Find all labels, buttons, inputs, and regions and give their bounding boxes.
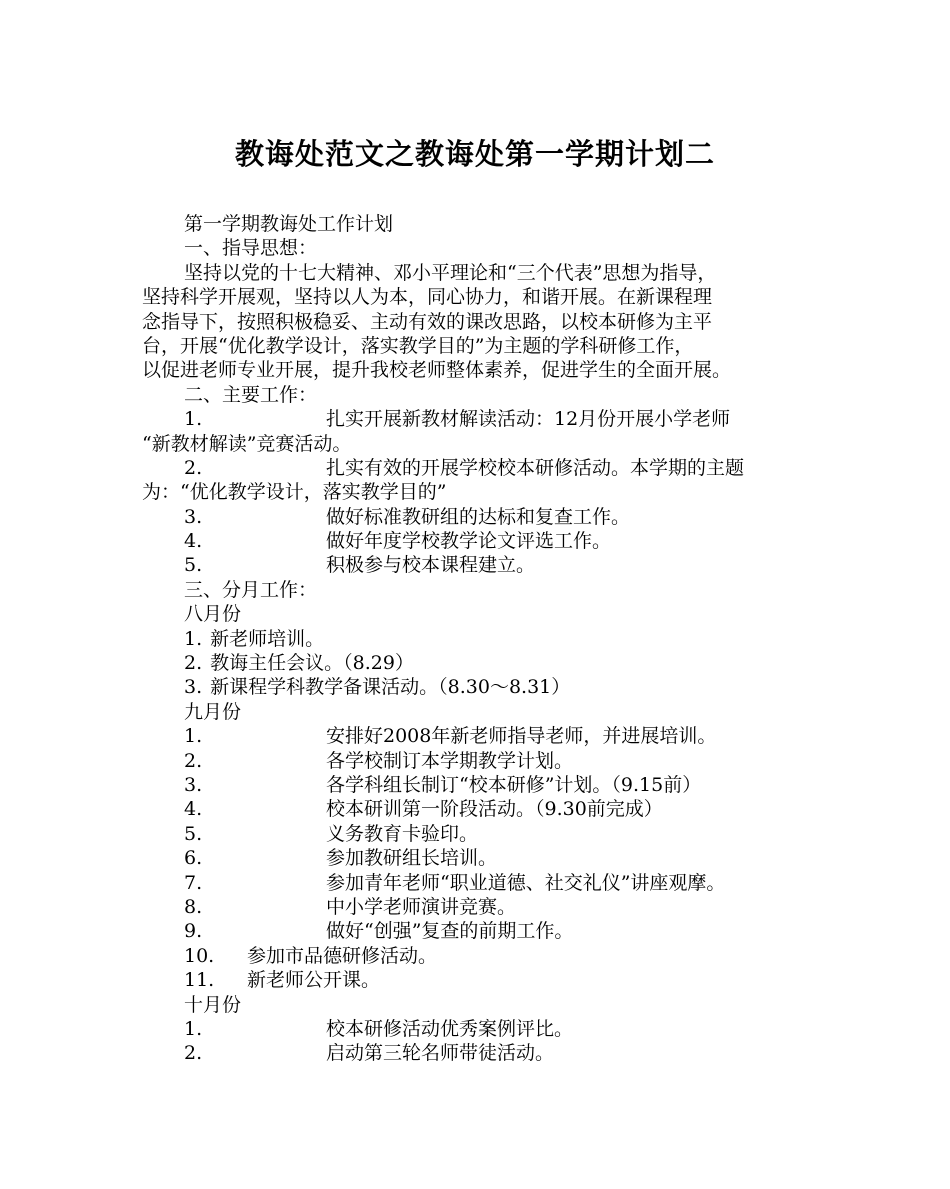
list-item-number: 2. bbox=[184, 1042, 203, 1065]
list-item-text: 各学校制订本学期教学计划。 bbox=[326, 749, 574, 772]
list-item bbox=[142, 773, 832, 797]
list-item-text: 安排好2008年新老师指导老师，并进展培训。 bbox=[326, 725, 717, 748]
list-item bbox=[142, 919, 832, 943]
list-item-text: 扎实有效的开展学校校本研修活动。本学期的主题 bbox=[326, 456, 745, 479]
list-item-text: 中小学老师演讲竞赛。 bbox=[326, 895, 517, 918]
list-item bbox=[142, 627, 832, 651]
list-item bbox=[142, 529, 832, 553]
list-item bbox=[142, 871, 832, 895]
list-item-number: 1. bbox=[184, 725, 203, 748]
list-item-text: 新老师公开课。 bbox=[247, 969, 381, 992]
section-heading-main-work: 二、主要工作： bbox=[184, 383, 318, 406]
list-item bbox=[142, 895, 832, 919]
plan-heading: 第一学期教诲处工作计划 bbox=[184, 213, 394, 235]
list-item-number: 2. bbox=[184, 652, 203, 675]
list-item-number: 5. bbox=[184, 554, 203, 577]
list-item bbox=[142, 822, 832, 846]
list-item-text: 各学科组长制订“校本研修”计划。（9.15前） bbox=[326, 773, 702, 796]
list-item bbox=[142, 1041, 832, 1065]
list-item-number: 1. bbox=[184, 408, 203, 431]
list-item bbox=[142, 944, 832, 968]
list-item-number: 1. bbox=[184, 1017, 203, 1040]
list-item-number: 3. bbox=[184, 773, 203, 796]
list-item-number: 3. bbox=[184, 505, 203, 528]
list-item-text: 扎实开展新教材解读活动：12月份开展小学老师 bbox=[326, 408, 731, 431]
list-item-continuation: 为：“优化教学设计，落实教学目的” bbox=[142, 481, 447, 504]
list-item-number: 7. bbox=[184, 871, 203, 894]
list-item-number: 2. bbox=[184, 749, 203, 772]
list-item-number: 9. bbox=[184, 920, 203, 943]
paragraph-line: 台，开展“优化教学设计，落实教学目的”为主题的学科研修工作， bbox=[142, 334, 694, 357]
list-item-text: 积极参与校本课程建立。 bbox=[326, 554, 536, 577]
list-item-number: 10. bbox=[184, 944, 215, 967]
list-item-number: 2. bbox=[184, 456, 203, 479]
list-item bbox=[142, 651, 832, 675]
list-item-text: 校本研修活动优秀案例评比。 bbox=[326, 1017, 574, 1040]
list-item-text: 校本研训第一阶段活动。（9.30前完成） bbox=[326, 798, 663, 821]
list-item bbox=[142, 968, 832, 992]
list-item-text: 启动第三轮名师带徒活动。 bbox=[326, 1042, 555, 1065]
list-item bbox=[142, 797, 832, 821]
paragraph-line: 坚持以党的十七大精神、邓小平理论和“三个代表”思想为指导， bbox=[184, 261, 717, 284]
list-item-text: 参加青年老师“职业道德、社交礼仪”讲座观摩。 bbox=[326, 871, 726, 894]
month-label-august: 八月份 bbox=[184, 603, 242, 626]
list-item bbox=[142, 407, 832, 431]
paragraph-line: 坚持科学开展观，坚持以人为本，同心协力，和谐开展。在新课程理 bbox=[142, 286, 713, 309]
list-item-text: 做好标准教研组的达标和复查工作。 bbox=[326, 505, 631, 528]
list-item-text: 新课程学科教学备课活动。（8.30～8.31） bbox=[210, 676, 571, 699]
list-item-text: 义务教育卡验印。 bbox=[326, 822, 479, 845]
list-item-number: 6. bbox=[184, 847, 203, 870]
list-item bbox=[142, 456, 832, 480]
paragraph-line: 念指导下，按照积极稳妥、主动有效的课改思路，以校本研修为主平 bbox=[142, 310, 713, 333]
list-item bbox=[142, 1017, 832, 1041]
list-item-text: 做好“创强”复查的前期工作。 bbox=[326, 920, 574, 943]
list-item-number: 4. bbox=[184, 798, 203, 821]
document-body bbox=[142, 212, 832, 1066]
list-item-number: 4. bbox=[184, 530, 203, 553]
list-item-number: 5. bbox=[184, 822, 203, 845]
list-item bbox=[142, 675, 832, 699]
list-item-number: 1. bbox=[184, 627, 203, 650]
list-item bbox=[142, 505, 832, 529]
list-item-text: 新老师培训。 bbox=[210, 627, 325, 650]
list-item bbox=[142, 724, 832, 748]
section-heading-guiding-ideology: 一、指导思想： bbox=[184, 237, 318, 260]
list-item bbox=[142, 553, 832, 577]
list-item-number: 8. bbox=[184, 895, 203, 918]
month-label-october: 十月份 bbox=[184, 993, 242, 1016]
document-title: 教诲处范文之教诲处第一学期计划二 bbox=[234, 137, 715, 171]
list-item-continuation: “新教材解读”竞赛活动。 bbox=[142, 432, 352, 455]
list-item-number: 11. bbox=[184, 969, 215, 992]
section-heading-monthly-work: 三、分月工作： bbox=[184, 578, 318, 601]
paragraph-line: 以促进老师专业开展，提升我校老师整体素养，促进学生的全面开展。 bbox=[142, 359, 732, 382]
list-item-text: 教诲主任会议。（8.29） bbox=[210, 652, 414, 675]
list-item bbox=[142, 749, 832, 773]
month-label-september: 九月份 bbox=[184, 700, 242, 723]
list-item-number: 3. bbox=[184, 676, 203, 699]
list-item bbox=[142, 846, 832, 870]
list-item-text: 参加市品德研修活动。 bbox=[247, 944, 438, 967]
list-item-text: 参加教研组长培训。 bbox=[326, 847, 498, 870]
list-item-text: 做好年度学校教学论文评选工作。 bbox=[326, 530, 612, 553]
